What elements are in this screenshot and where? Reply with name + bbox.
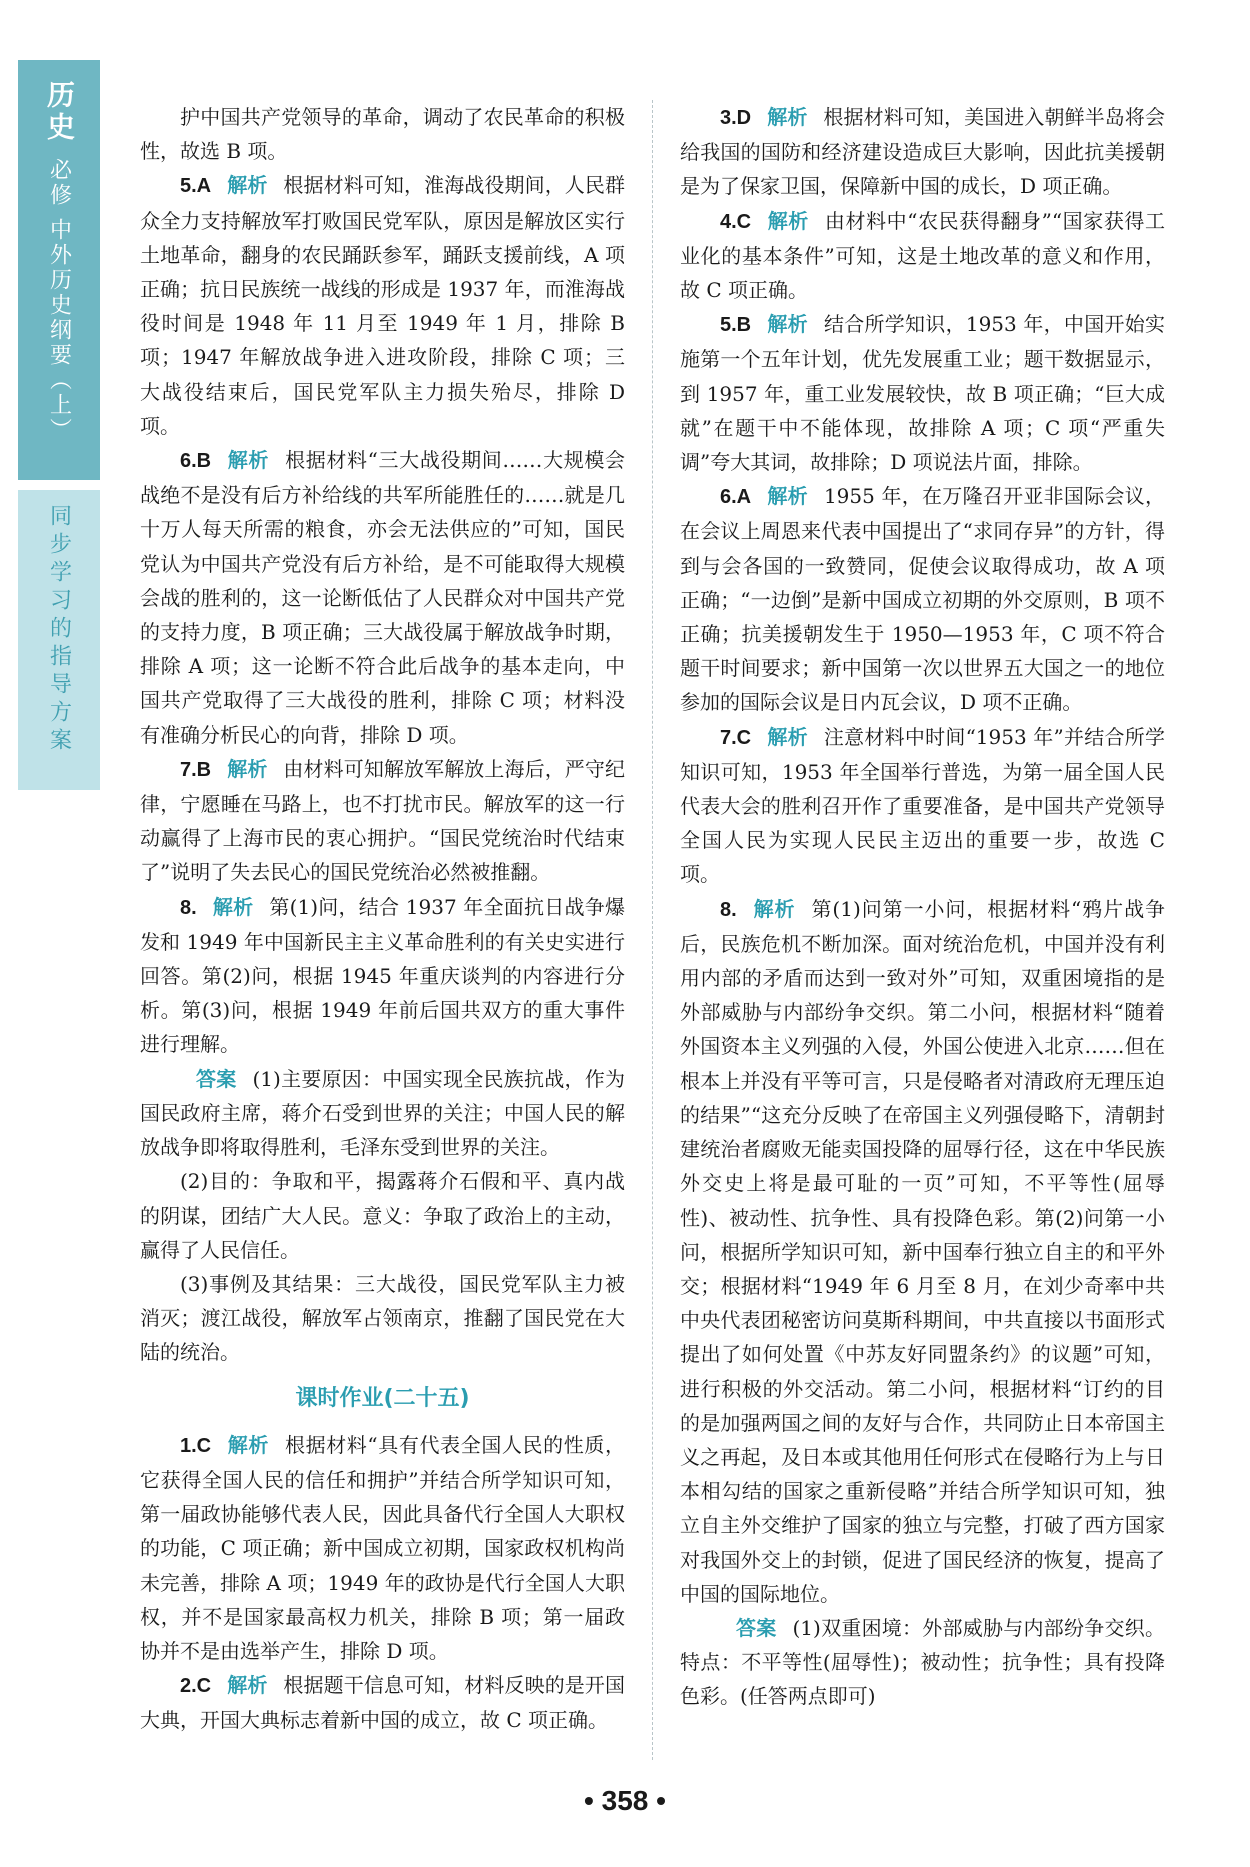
question-item bbox=[140, 1428, 625, 1668]
question-number: 7.B bbox=[180, 758, 212, 781]
question-item bbox=[140, 168, 625, 443]
question-number: 8. bbox=[180, 896, 197, 919]
analysis-tag: 解析 bbox=[227, 1432, 269, 1457]
right-column bbox=[680, 100, 1165, 1714]
left-column bbox=[140, 100, 625, 1738]
question-item bbox=[680, 479, 1165, 719]
question-item bbox=[680, 720, 1165, 892]
answer-tag: 答案 bbox=[736, 1615, 777, 1640]
sidebar-series-title: 同步学习的指导方案 bbox=[46, 504, 72, 756]
question-number: 6.B bbox=[180, 450, 212, 473]
question-item bbox=[680, 204, 1165, 308]
question-number: 1.C bbox=[180, 1434, 212, 1457]
analysis-tag: 解析 bbox=[767, 208, 809, 233]
section-title: 课时作业(二十五) bbox=[295, 1385, 470, 1411]
text-paragraph: (2)目的：争取和平，揭露蒋介石假和平、真内战的阴谋，团结广大人民。意义：争取了政治上的主动，赢得了人民信任。 bbox=[140, 1169, 625, 1262]
analysis-tag: 解析 bbox=[227, 173, 268, 198]
question-body: 根据材料“三大战役期间……大规模会战绝不是没有后方补给线的共军所能胜任的……就是几十万人每天所需的粮食，亦会无法供应的”可知，国民党认为中国共产党没有后方补给，是不可能取得大规模会战的胜利的，这一论断低估了人民群众对中国共产党的支持力度，B 项正确；三大战役属于解放战争时期，排除 A 项；这一论断不符合此后战争的基本走向，中国共产党取得了三大战役的胜利，排除 C 项；材料没有准确分析民心的向背，排除 D 项。 bbox=[140, 448, 626, 747]
question-item bbox=[140, 443, 625, 752]
page-number: • 358 • bbox=[584, 1785, 666, 1816]
text-paragraph: (3)事例及其结果：三大战役，国民党军队主力被消灭；渡江战役，解放军占领南京，推翻了国民党在大陆的统治。 bbox=[140, 1271, 625, 1365]
question-number: 6.A bbox=[720, 486, 752, 509]
question-item bbox=[680, 307, 1165, 479]
question-number: 4.C bbox=[720, 210, 752, 233]
column-divider bbox=[652, 100, 653, 1760]
question-body: 由材料可知解放军解放上海后，严守纪律，宁愿睡在马路上，也不打扰市民。解放军的这一行动赢得了上海市民的衷心拥护。“国民党统治时代结束了”说明了失去民心的国民党统治必然被推翻。 bbox=[140, 756, 626, 885]
question-body: 根据材料可知，美国进入朝鲜半岛将会给我国的国防和经济建设造成巨大影响，因此抗美援朝是为了保家卫国，保障新中国的成长，D 项正确。 bbox=[680, 105, 1166, 199]
answer-tag: 答案 bbox=[196, 1066, 237, 1091]
question-item bbox=[140, 1668, 625, 1737]
question-item bbox=[680, 100, 1165, 204]
sidebar-series-tab bbox=[18, 490, 100, 790]
question-item bbox=[140, 890, 625, 1062]
question-number: 7.C bbox=[720, 726, 752, 749]
question-number: 5.A bbox=[180, 175, 212, 198]
question-body: 根据题干信息可知，材料反映的是开国大典，开国大典标志着新中国的成立，故 C 项正确。 bbox=[140, 1673, 626, 1733]
question-body: 根据材料“具有代表全国人民的性质，它获得全国人民的信任和拥护”并结合所学知识可知，第一届政协能够代表人民，因此具备代行全国人大职权的功能，C 项正确；新中国成立初期，国家政权机构尚未完善，排除 A 项；1949 年的政协是代行全国人大职权，并不是国家最高权力机关，排除 B 项；第一届政协并不是由选举产生，排除 D 项。 bbox=[140, 1432, 625, 1663]
sidebar bbox=[18, 60, 100, 790]
sidebar-book-tab bbox=[18, 60, 100, 480]
analysis-tag: 解析 bbox=[767, 484, 808, 509]
analysis-tag: 解析 bbox=[227, 756, 268, 781]
question-item bbox=[140, 752, 625, 890]
question-item bbox=[680, 1611, 1165, 1714]
question-body: 第(1)问第一小问，根据材料“鸦片战争后，民族危机不断加深。面对统治危机，中国并没有利用内部的矛盾而达到一致对外”可知，双重困境指的是外部威胁与内部纷争交织。第二小问，根据材料“随着外国资本主义列强的入侵，外国公使进入北京……但在根本上并没有平等可言，只是侵略者对清政府无理压迫的结果”“这充分反映了在帝国主义列强侵略下，清朝封建统治者腐败无能卖国投降的屈辱行径，这在中华民族外交史上将是最可耻的一页”可知，不平等性(屈辱性)、被动性、抗争性、具有投降色彩。第(2)问第一小问，根据所学知识可知，新中国奉行独立自主的和平外交；根据材料“1949 年 6 月至 8 月，在刘少奇率中共中央代表团秘密访问莫斯科期间，中共直接以书面形式提出了如何处置《中苏友好同盟条约》的议题”可知，进行积极的外交活动。第二小问，根据材料“订约的目的是加强两国之间的友好与合作，共同防止日本帝国主义之再起，及日本或其他用任何形式在侵略行为上与日本相勾结的国家之重新侵略”并结合所学知识可知，独立自主外交维护了国家的独立与完整，打破了西方国家对我国外交上的封锁，促进了国民经济的恢复，提高了中国的国际地位。 bbox=[680, 896, 1166, 1606]
question-number: 5.B bbox=[720, 314, 752, 337]
analysis-tag: 解析 bbox=[212, 894, 254, 919]
analysis-tag: 解析 bbox=[767, 105, 808, 129]
question-number: 2.C bbox=[180, 1675, 212, 1698]
question-item bbox=[680, 892, 1165, 1611]
analysis-tag: 解析 bbox=[227, 1673, 268, 1698]
question-body: 1955 年，在万隆召开亚非国际会议，在会议上周恩来代表中国提出了“求同存异”的方针，得到与会各国的一致赞同，促使会议取得成功，故 A 项正确；“一边倒”是新中国成立初期的外交原则，B 项不正确；抗美援朝发生于 1950—1953 年，C 项不符合题干时间要求；新中国第一次以世界五大国之一的地位参加的国际会议是日内瓦会议，D 项不正确。 bbox=[680, 484, 1166, 715]
question-number: 3.D bbox=[720, 107, 752, 129]
analysis-tag: 解析 bbox=[767, 724, 808, 749]
question-body: 第(1)问，结合 1937 年全面抗日战争爆发和 1949 年中国新民主主义革命胜利的有关史实进行回答。第(2)问，根据 1945 年重庆谈判的内容进行分析。第(3)问，根据 1949 年前后国共双方的重大事件进行理解。 bbox=[140, 894, 625, 1057]
question-body: 注意材料中时间“1953 年”并结合所学知识可知，1953 年全国举行普选，为第一届全国人民代表大会的胜利召开作了重要准备，是中国共产党领导全国人民为实现人民民主迈出的重要一步，故选 C 项。 bbox=[680, 724, 1165, 887]
sidebar-book-title: 必修 中外历史纲要（上） bbox=[46, 158, 72, 443]
question-body: 结合所学知识，1953 年，中国开始实施第一个五年计划，优先发展重工业；题干数据显示，到 1957 年，重工业发展较快，故 B 项正确；“巨大成就”在题干中不能体现，故排除 A 项；C 项“严重失调”夸大其词，故排除；D 项说法片面，排除。 bbox=[680, 312, 1166, 475]
sidebar-subject: 历史 bbox=[43, 80, 76, 144]
question-body: 根据材料可知，淮海战役期间，人民群众全力支持解放军打败国民党军队，原因是解放区实行土地革命，翻身的农民踊跃参军，踊跃支援前线，A 项正确；抗日民族统一战线的形成是 1937 年，而淮海战役时间是 1948 年 11 月至 1949 年 1 月，排除 B 项；1947 年解放战争进入进攻阶段，排除 C 项；三大战役结束后，国民党军队主力损失殆尽，排除 D 项。 bbox=[140, 173, 626, 438]
question-item bbox=[140, 1062, 625, 1165]
analysis-tag: 解析 bbox=[752, 896, 796, 921]
question-body: (1)双重困境：外部威胁与内部纷争交织。特点：不平等性(屈辱性)；被动性；抗争性；具有投降色彩。(任答两点即可) bbox=[680, 1615, 1165, 1709]
text-paragraph: 护中国共产党领导的革命，调动了农民革命的积极性，故选 B 项。 bbox=[140, 105, 625, 164]
question-body: (1)主要原因：中国实现全民族抗战，作为国民政府主席，蒋介石受到世界的关注；中国人民的解放战争即将取得胜利，毛泽东受到世界的关注。 bbox=[140, 1066, 625, 1160]
question-number: 8. bbox=[720, 898, 737, 921]
question-body: 由材料中“农民获得翻身”“国家获得工业化的基本条件”可知，这是土地改革的意义和作用，故 C 项正确。 bbox=[680, 208, 1166, 303]
analysis-tag: 解析 bbox=[767, 312, 808, 337]
analysis-tag: 解析 bbox=[227, 448, 270, 473]
